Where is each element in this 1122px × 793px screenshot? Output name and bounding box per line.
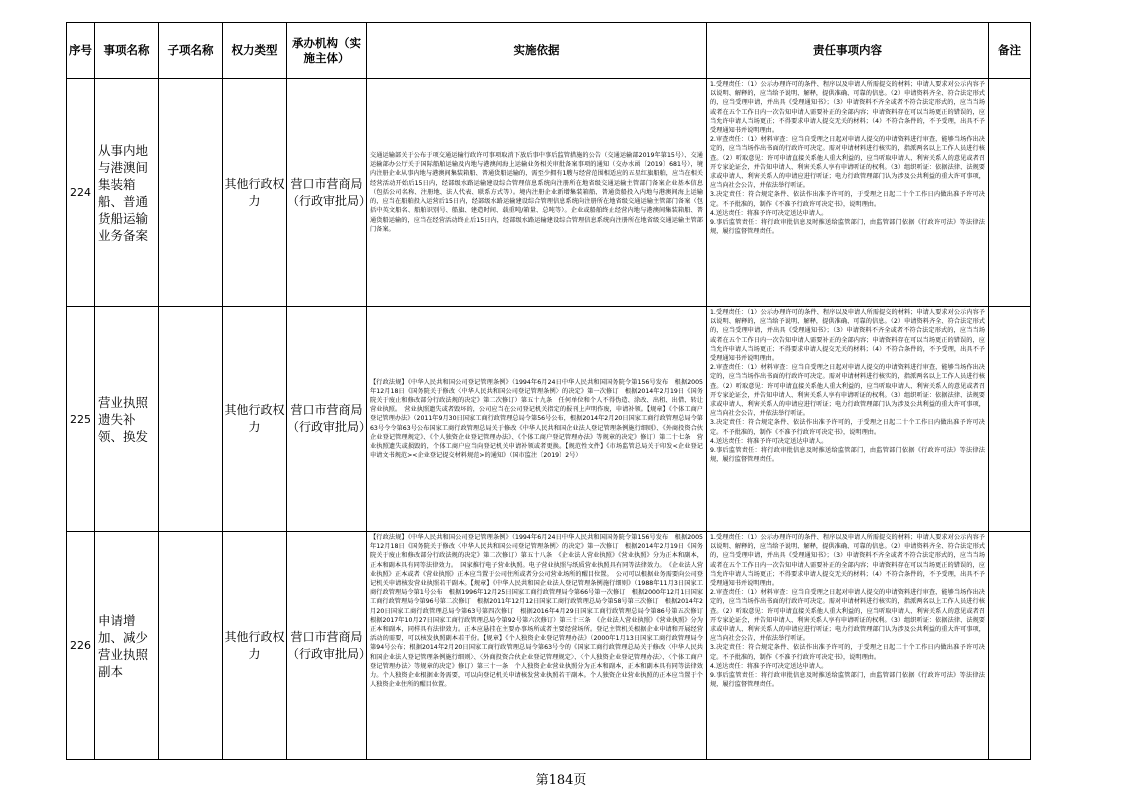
- notes-cell: [989, 307, 1031, 532]
- header-seq: 序号: [67, 23, 95, 79]
- header-item-name: 事项名称: [95, 23, 159, 79]
- power-type: 其他行政权力: [223, 532, 287, 760]
- legal-basis: 【行政法规】《中华人民共和国公司登记管理条例》（1994年6月24日中华人民共和国国务院令第156号发布 根据2005年12月18日《国务院关于修改〈中华人民共和国公司登记管理条例〉的决定》第一次修订 根据2014年2月19日《国务院关于废止和修改部分行政法规的决定》第二次修订）第五十八条 《企业法人营业执照》《营业执照》分为正本和副本，正本和副本具有同等法律效力。 国家推行电子营业执照。电子营业执照与纸质营业执照具有同等法律效力。 《企业法人营业执照》正本或者《营业执照》正本应当置于公司住所或者分公司营业场所的醒目位置。 公司可以根据业务需要向公司登记机关申请核发营业执照若干副本。【规章】《中华人民共和国企业法人登记管理条例施行细则》（1988年11月3日国家工商行政管理局令第1号公布 根据1996年12月25日国家工商行政管理局令第66号第一次修订 根据2000年12月1日国家工商行政管理局令第96号第二次修订 根据2011年12月12日国家工商行政管理总局令第58号第三次修订 根据2014年2月20日国家工商行政管理总局令第63号第四次修订 根据2016年4月29日国家工商行政管理总局令第86号第五次修订 根据2017年10月27日国家工商行政管理总局令第92号第六次修订）第三十三条 《企业法人营业执照》《营业执照》分为正本和副本，同样具有法律效力。正本应悬挂在主要办事场所或者主要经营场所。登记主管机关根据企业申请和开展经营活动的需要，可以核发执照副本若干份。【规章】《个人独资企业登记管理办法》（2000年1月13日国家工商行政管理局令第94号公布；根据2014年2月20日国家工商行政管理总局令第63号令的《国家工商行政管理总局关于修改〈中华人民共和国企业法人登记管理条例施行细则〉、〈外商投资合伙企业登记管理规定〉、〈个人独资企业登记管理办法〉、〈个体工商户登记管理办法〉等规章的决定》修订）第三十一条 个人独资企业营业执照分为正本和副本，正本和副本具有同等法律效力。个人独资企业根据业务需要，可以向登记机关申请核发营业执照若干副本。个人独资企业营业执照的正本应当置于个人独资企业住所的醒目位置。: [367, 532, 707, 760]
- table-row: [67, 532, 1031, 760]
- responsibilities: [707, 532, 989, 760]
- resp-decide: 3.决定责任：符合规定条件、依法作出准予许可的，于受理之日起二十个工作日内做出准予许可决定。不予批准的，制作《不准予行政许可决定书》，说明理由。: [710, 419, 985, 436]
- table-header-row: [67, 23, 1031, 79]
- sub-item-name: [159, 79, 223, 307]
- page-number: 第184页: [535, 773, 587, 788]
- resp-deliver: 4.送达责任：将准予许可决定送达申请人。: [710, 662, 828, 670]
- header-legal-basis: 实施依据: [367, 23, 707, 79]
- resp-deliver: 4.送达责任：将准予许可决定送达申请人。: [710, 437, 828, 445]
- responsibilities: [707, 307, 989, 532]
- organization: 营口市营商局（行政审批局）: [287, 307, 367, 532]
- resp-decide: 3.决定责任：符合规定条件、依法作出准予许可的，于受理之日起二十个工作日内做出准予许可决定。不予批准的，制作《不准予行政许可决定书》，说明理由。: [710, 644, 985, 661]
- legal-basis: 交通运输部关于公布于项交通运输行政许可事项取消下放后事中事后监管措施的公告（交通运输部2019年第15号）、交通运输部办公厅关于国际船舶运输及内地与港澳间海上运输业务相关审批备案事项的通知（交办水函〔2019〕681号），境内注册企业从事内地与港澳间集装箱船、普通货船运输的，需至少拥有1艘与经营范围相适应的五星红旗船舶，应当在相关经营活动开始后15日内，经部级水路运输建设综合管理信息系统向注册所在地省级交通运输主管部门备案企业基本信息（包括公司名称、注册地、法人代表、联系方式等）。境内注册企业新增集装箱船、普通货船投入内地与港澳间海上运输的，应当在船舶投入运营后15日内，经部级水路运输建设综合管理信息系统向注册所在地省级交通运输主管部门备案（包括中英文船名、船舶识别号、船旗、建造时间、载重吨/箱量、总吨等）。企业或船舶终止经营内地与港澳间集装箱船、普通货船运输的，应当在经营活动终止后15日内，经部级水路运输建设综合管理信息系统向注册所在地省级交通运输主管部门备案。: [367, 79, 707, 307]
- notes-cell: [989, 79, 1031, 307]
- resp-supervise: 9.事后监管责任：将行政审批信息及时推送给监管部门，由监管部门依据《行政许可法》等法律法规，履行监督管理责任。: [710, 219, 985, 236]
- header-notes: 备注: [989, 23, 1031, 79]
- resp-review: 2.审查责任：（1）材料审查：应当自受理之日起对申请人提交的申请资料进行审查，能够当场作出决定的，应当当场作出书面的行政许可决定。需对申请材料进行核实的，指派两名以上工作人员进行核查。（2）听取意见：许可申请直接关系他人重大利益的，应当听取申请人、利害关系人的意见或者召开专家论证会，并告知申请人、利害关系人享有申请听证的权利。（3）组织听证：依据法律、法规要求或申请人、利害关系人的申请应进行听证；电力行政管理部门认为涉及公共利益的重大许可事项，应当向社会公告，并依法举行听证。: [710, 136, 985, 190]
- notes-cell: [989, 532, 1031, 760]
- resp-accept: 1.受理责任：（1）公示办理许可的条件、程序以及申请人所需提交的材料；申请人要求对公示内容予以说明、解释的，应当给予说明、解释，提供准确、可靠的信息。（2）申请资料齐全、符合法定形式的，应当受理申请，并出具《受理通知书》；（3）申请资料不齐全或者不符合法定形式的，应当当场或者在五个工作日内一次告知申请人需要补正的全部内容；申请资料存在可以当场更正的错误的，应当允许申请人当场更正；不得要求申请人提交无关的材料；（4）不符合条件的，不予受理，出具不予受理通知书并说明理由。: [710, 81, 985, 135]
- resp-review: 2.审查责任：（1）材料审查：应当自受理之日起对申请人提交的申请资料进行审查，能够当场作出决定的，应当当场作出书面的行政许可决定。需对申请材料进行核实的，指派两名以上工作人员进行核查。（2）听取意见：许可申请直接关系他人重大利益的，应当听取申请人、利害关系人的意见或者召开专家论证会，并告知申请人、利害关系人享有申请听证的权利。（3）组织听证：依据法律、法规要求或申请人、利害关系人的申请应进行听证；电力行政管理部门认为涉及公共利益的重大许可事项，应当向社会公告，并依法举行听证。: [710, 364, 985, 418]
- row-number: 225: [67, 307, 95, 532]
- header-power-type: 权力类型: [223, 23, 287, 79]
- sub-item-name: [159, 307, 223, 532]
- header-sub-item: 子项名称: [159, 23, 223, 79]
- item-name: 营业执照遗失补领、换发: [95, 307, 159, 532]
- resp-supervise: 9.事后监管责任：将行政审批信息及时推送给监管部门，由监管部门依据《行政许可法》等法律法规，履行监督管理责任。: [710, 447, 985, 464]
- resp-accept: 1.受理责任：（1）公示办理许可的条件、程序以及申请人所需提交的材料；申请人要求对公示内容予以说明、解释的，应当给予说明、解释，提供准确、可靠的信息。（2）申请资料齐全、符合法定形式的，应当受理申请，并出具《受理通知书》；（3）申请资料不齐全或者不符合法定形式的，应当当场或者在五个工作日内一次告知申请人需要补正的全部内容；申请资料存在可以当场更正的错误的，应当允许申请人当场更正；不得要求申请人提交无关的材料；（4）不符合条件的，不予受理，出具不予受理通知书并说明理由。: [710, 309, 985, 363]
- resp-review: 2.审查责任：（1）材料审查：应当自受理之日起对申请人提交的申请资料进行审查，能够当场作出决定的，应当当场作出书面的行政许可决定。需对申请材料进行核实的，指派两名以上工作人员进行核查。（2）听取意见：许可申请直接关系他人重大利益的，应当听取申请人、利害关系人的意见或者召开专家论证会，并告知申请人、利害关系人享有申请听证的权利。（3）组织听证：依据法律、法规要求或申请人、利害关系人的申请应进行听证；电力行政管理部门认为涉及公共利益的重大许可事项，应当向社会公告，并依法举行听证。: [710, 589, 985, 643]
- resp-decide: 3.决定责任：符合规定条件、依法作出准予许可的，于受理之日起二十个工作日内做出准予许可决定。不予批准的，制作《不准予行政许可决定书》，说明理由。: [710, 191, 985, 208]
- resp-deliver: 4.送达责任：将准予许可决定送达申请人。: [710, 209, 828, 217]
- resp-accept: 1.受理责任：（1）公示办理许可的条件、程序以及申请人所需提交的材料；申请人要求对公示内容予以说明、解释的，应当给予说明、解释，提供准确、可靠的信息。（2）申请资料齐全、符合法定形式的，应当受理申请，并出具《受理通知书》；（3）申请资料不齐全或者不符合法定形式的，应当当场或者在五个工作日内一次告知申请人需要补正的全部内容；申请资料存在可以当场更正的错误的，应当允许申请人当场更正；不得要求申请人提交无关的材料；（4）不符合条件的，不予受理，出具不予受理通知书并说明理由。: [710, 534, 985, 588]
- power-type: 其他行政权力: [223, 307, 287, 532]
- row-number: 224: [67, 79, 95, 307]
- organization: 营口市营商局（行政审批局）: [287, 532, 367, 760]
- header-responsibilities: 责任事项内容: [707, 23, 989, 79]
- row-number: 226: [67, 532, 95, 760]
- responsibilities: [707, 79, 989, 307]
- organization: 营口市营商局（行政审批局）: [287, 79, 367, 307]
- legal-basis: 【行政法规】《中华人民共和国公司登记管理条例》（1994年6月24日中华人民共和国国务院令第156号发布 根据2005年12月18日《国务院关于修改〈中华人民共和国公司登记管理条例〉的决定》第一次修订 根据2014年2月19日《国务院关于废止和修改部分行政法规的决定》第二次修订）第五十九条 任何单位和个人不得伪造、涂改、出租、出借、转让营业执照。 营业执照遗失或者毁坏的，公司应当在公司登记机关指定的报刊上声明作废，申请补领。【规章】《个体工商户登记管理办法》（2011年9月30日国家工商行政管理总局令第56号公布，根据2014年2月20日国家工商行政管理总局令第63号令令第63号公布国家工商行政管理总局关于修改《中华人民共和国企业法人登记管理条例施行细则》、《外商投资合伙企业登记管理规定》、《个人独资企业登记管理办法》、《个体工商户登记管理办法》等规章的决定》修订）第二十七条 营业执照遗失或损毁的，个体工商户应当向登记机关申请补领或者更换。【规范性文件】《市场监管总局关于印发<企业登记申请文书规范><企业登记提交材料规范>的通知》（国市监注〔2019〕2号）: [367, 307, 707, 532]
- resp-supervise: 9.事后监管责任：将行政审批信息及时推送给监管部门，由监管部门依据《行政许可法》等法律法规，履行监督管理责任。: [710, 672, 985, 689]
- table-row: [67, 79, 1031, 307]
- table-row: [67, 307, 1031, 532]
- item-name: 申请增加、减少营业执照副本: [95, 532, 159, 760]
- header-organization: 承办机构（实施主体）: [287, 23, 367, 79]
- sub-item-name: [159, 532, 223, 760]
- item-name: 从事内地与港澳间集装箱船、普通货船运输业务备案: [95, 79, 159, 307]
- power-list-table: [66, 22, 1031, 760]
- power-type: 其他行政权力: [223, 79, 287, 307]
